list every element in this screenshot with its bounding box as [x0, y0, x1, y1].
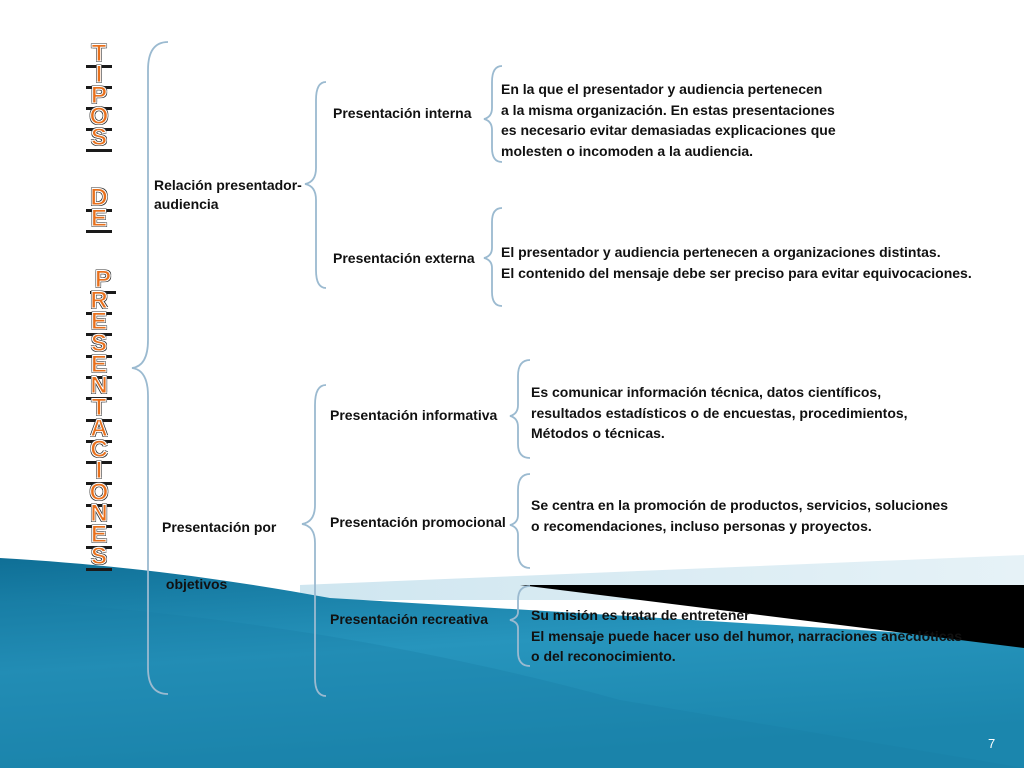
desc-promocional: Se centra en la promoción de productos, servicios, soluciones o recomendaciones, incluso personas y proyectos.: [531, 497, 949, 534]
item-label-informativa: Presentación informativa: [330, 407, 498, 423]
title-letter: S: [86, 547, 112, 571]
page-number: 7: [988, 736, 996, 751]
item-label-recreativa: Presentación recreativa: [330, 611, 488, 627]
item-label-interna: Presentación interna: [333, 105, 472, 121]
title-letter: S: [86, 334, 112, 358]
bracket-informativa: [510, 360, 530, 458]
bracket-externa: [484, 208, 502, 306]
desc-recreativa: Su misión es tratar de entretener El mensaje puede hacer uso del humor, narraciones anecdóticas o del reconocimiento.: [531, 607, 963, 664]
desc-informativa: Es comunicar información técnica, datos científicos, resultados estadísticos o de encuestas, procedimientos, Métodos o técnicas.: [531, 384, 908, 441]
bracket-relacion: [305, 82, 326, 288]
title-letter: E: [86, 355, 112, 379]
title-letter: P: [86, 86, 112, 110]
title-letter: O: [86, 483, 112, 507]
title-letter: E: [86, 209, 112, 233]
desc-interna: En la que el presentador y audiencia pertenecen a la misma organización. En estas presentaciones es necesario evitar demasiadas explicaciones que molesten o incomoden a la audiencia.: [501, 81, 836, 159]
title-letter: O: [86, 107, 112, 131]
title-letter: P: [90, 270, 116, 294]
desc-externa: El presentador y audiencia pertenecen a organizaciones distintas. El contenido del mensaje debe ser preciso para evitar equivocaciones.: [501, 244, 972, 281]
title-letter: S: [86, 128, 112, 152]
title-letter: E: [86, 312, 112, 336]
title-letter: T: [86, 44, 112, 68]
title-letter: E: [86, 525, 112, 549]
bracket-interna: [484, 66, 502, 162]
group-label-relacion: Relación presentador- audiencia: [154, 177, 302, 212]
item-label-externa: Presentación externa: [333, 250, 475, 266]
title-letter: I: [86, 461, 112, 485]
bracket-objetivos: [302, 385, 326, 696]
title-letter: R: [86, 291, 112, 315]
bracket-promocional: [510, 474, 530, 568]
title-letter: N: [86, 376, 112, 400]
title-letter: N: [86, 504, 112, 528]
title-letter: D: [86, 188, 112, 212]
title-letter: T: [86, 398, 112, 422]
title-letter: C: [86, 440, 112, 464]
bracket-recreativa: [510, 586, 530, 666]
group-label-objetivos: Presentación por objetivos: [162, 519, 277, 592]
title-letter: A: [86, 419, 112, 443]
title-letter: I: [86, 65, 112, 89]
item-label-promocional: Presentación promocional: [330, 514, 506, 530]
